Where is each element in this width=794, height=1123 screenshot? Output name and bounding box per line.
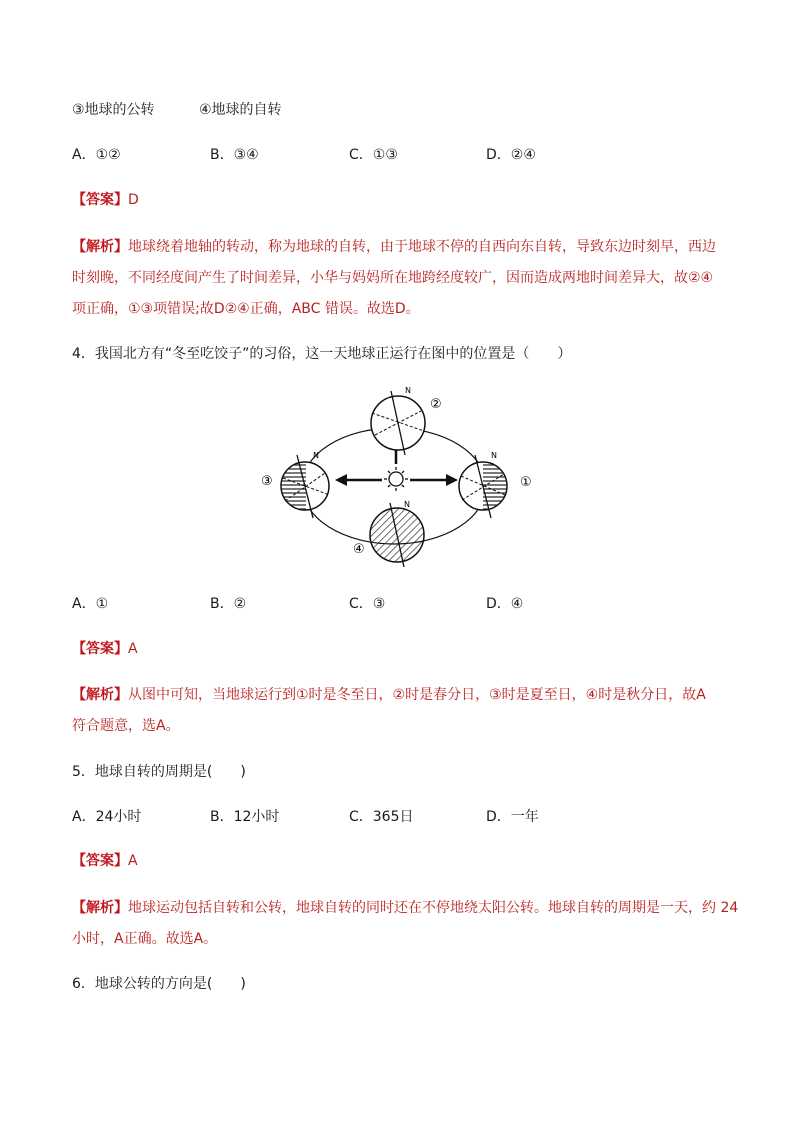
q5-option-a: A．24小时 [72, 809, 142, 825]
q5-analysis-line-2: 小时，A正确。故选A。 [72, 931, 218, 947]
earth-orbit-figure [255, 383, 537, 569]
figure-label-2: ② [430, 397, 442, 412]
analysis-tag: 【解析】 [72, 900, 128, 916]
q5-option-c: C．365日 [349, 809, 414, 825]
svg-text:N: N [404, 500, 410, 509]
q3-item-3: ③地球的公转 [72, 102, 155, 118]
q3-item-4: ④地球的自转 [199, 102, 282, 118]
svg-text:N: N [491, 451, 497, 460]
q4-option-c: C．③ [349, 596, 386, 612]
svg-text:N: N [313, 451, 319, 460]
analysis-text: 地球绕着地轴的转动，称为地球的自转，由于地球不停的自西向东自转，导致东边时刻早，西边 [128, 239, 716, 255]
earth-position-2 [371, 386, 442, 455]
earth-position-1 [459, 451, 532, 518]
figure-label-1: ① [520, 475, 532, 490]
q6-question: 6．地球公转的方向是( ) [72, 976, 246, 992]
q5-question: 5．地球自转的周期是( ) [72, 764, 246, 780]
q3-analysis-line-3: 项正确，①③项错误;故D②④正确，ABC 错误。故选D。 [72, 301, 420, 317]
q3-analysis-line-1 [72, 237, 716, 257]
answer-tag: 【答案】 [72, 641, 128, 657]
q4-answer [72, 639, 138, 659]
answer-tag: 【答案】 [72, 853, 128, 869]
answer-value: A [128, 853, 138, 869]
q3-option-c: C．①③ [349, 147, 398, 163]
analysis-tag: 【解析】 [72, 239, 128, 255]
q5-analysis-line-1 [72, 898, 738, 918]
q3-answer [72, 190, 139, 210]
analysis-text: 地球运动包括自转和公转，地球自转的同时还在不停地绕太阳公转。地球自转的周期是一天，约 24 [128, 900, 739, 916]
q5-option-d: D．一年 [486, 809, 539, 825]
answer-value: D [128, 192, 139, 208]
q5-answer [72, 851, 138, 871]
earth-position-3 [261, 451, 329, 518]
q4-option-b: B．② [210, 596, 247, 612]
q4-option-d: D．④ [486, 596, 524, 612]
q3-analysis-line-2: 时刻晚，不同经度间产生了时间差异，小华与妈妈所在地跨经度较广，因而造成两地时间差异大，故②④ [72, 270, 714, 286]
q4-option-a: A．① [72, 596, 109, 612]
analysis-tag: 【解析】 [72, 687, 128, 703]
analysis-text: 从图中可知，当地球运行到①时是冬至日，②时是春分日，③时是夏至日，④时是秋分日，故A [128, 687, 706, 703]
earth-position-4 [353, 500, 424, 567]
q4-question: 4．我国北方有“冬至吃饺子”的习俗，这一天地球正运行在图中的位置是（ ） [72, 346, 572, 362]
q4-analysis-line-2: 符合题意，选A。 [72, 718, 180, 734]
q5-option-b: B．12小时 [210, 809, 280, 825]
orbit-diagram [255, 383, 537, 569]
q4-analysis-line-1 [72, 685, 706, 705]
answer-value: A [128, 641, 138, 657]
q3-option-d: D．②④ [486, 147, 536, 163]
q3-option-b: B．③④ [210, 147, 259, 163]
answer-tag: 【答案】 [72, 192, 128, 208]
figure-label-3: ③ [261, 474, 273, 489]
q3-option-a: A．①② [72, 147, 121, 163]
sun-icon [384, 467, 408, 491]
svg-text:N: N [405, 386, 411, 395]
figure-label-4: ④ [353, 542, 365, 557]
